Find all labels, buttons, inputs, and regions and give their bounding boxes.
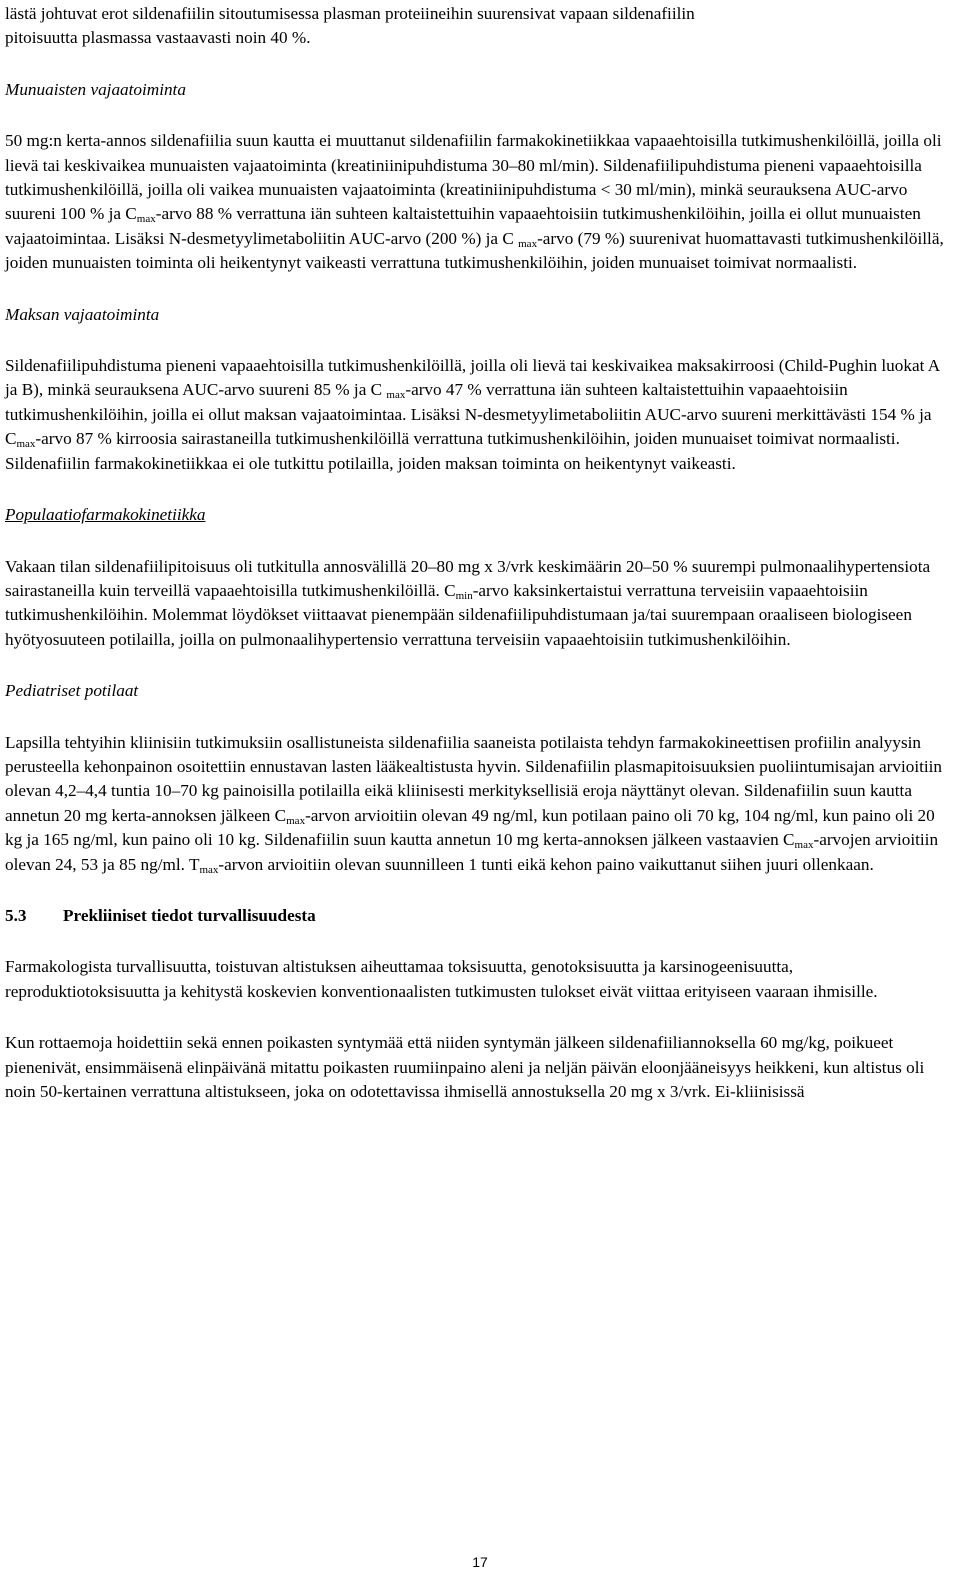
section-title: Prekliiniset tiedot turvallisuudesta bbox=[63, 905, 316, 925]
intro-paragraph bbox=[5, 2, 950, 51]
section-heading-5-3 bbox=[5, 904, 950, 928]
renal-paragraph: 50 mg:n kerta-annos sildenafiilia suun kautta ei muuttanut sildenafiilin farmakokinetiikkaa vapaaehtoisilla tutkimushenkilöillä, joilla oli lievä tai keskivaikea munuaisten vajaatoiminta (kreatiniinipuhdistuma 30–80 ml/min). Sildenafiilipuhdistuma pieneni vapaaehtoisilla tutkimushenkilöillä, joilla oli vaikea munuaisten vajaatoiminta (kreatiniinipuhdistuma < 30 ml/min), minkä seurauksena AUC-arvo suureni 100 % ja $C_{max}$-arvo 88 % verrattuna iän suhteen kaltaistettuihin vapaaehtoisiin tutkimushenkilöihin, joilla ei ollut munuaisten vajaatoimintaa. Lisäksi N-desmetyylimetaboliitin AUC-arvo (200 %) ja C $_{max}$-arvo (79 %) suurenivat huomattavasti tutkimushenkilöillä, joiden munuaisten toiminta oli heikentynyt vaikeasti verrattuna tutkimushenkilöihin, joiden munuaiset toimivat normaalisti. bbox=[5, 131, 944, 273]
pediatric-paragraph: Lapsilla tehtyihin kliinisiin tutkimuksiin osallistuneista sildenafiilia saaneista potilaista tehdyn farmakokineettisen profiilin analyysin perusteella kehonpainon osoitettiin ennustavan lasten lääkealtistusta hyvin. Sildenafiilin plasmapitoisuuksien puoliintumisajan arvioitiin olevan 4,2–4,4 tuntia 10–70 kg painoisilla potilailla eikä kliinisesti merkityksellisiä eroja näyttänyt olevan. Sildenafiilin suun kautta annetun 20 mg kerta-annoksen jälkeen $C_{max}$-arvon arvioitiin olevan 49 ng/ml, kun potilaan paino oli 70 kg, 104 ng/ml, kun paino oli 20 kg ja 165 ng/ml, kun paino oli 10 kg. Sildenafiilin suun kautta annetun 10 mg kerta-annoksen jälkeen vastaavien $C_{max}$-arvojen arvioitiin olevan 24, 53 ja 85 ng/ml. $T_{max}$-arvon arvioitiin olevan suunnilleen 1 tunti eikä kehon paino vaikuttanut siihen juuri ollenkaan. bbox=[5, 732, 943, 876]
section-number: 5.3 bbox=[5, 905, 27, 925]
preclinical-paragraph-1: Farmakologista turvallisuutta, toistuvan altistuksen aiheuttamaa toksisuutta, genotoksisuutta ja karsinogeenisuutta, reproduktiotoksisuutta ja kehitystä koskevien konventionaalisten tutkimusten tulokset eivät viittaa erityiseen vaaraan ihmisille. bbox=[5, 957, 878, 1001]
intro-line: pitoisuutta plasmassa vastaavasti noin 40 %. bbox=[5, 28, 311, 48]
population-heading: Populaatiofarmakokinetiikka bbox=[5, 505, 206, 525]
preclinical-paragraph-2: Kun rottaemoja hoidettiin sekä ennen poikasten syntymää että niiden syntymän jälkeen sildenafiiliannoksella 60 mg/kg, poikueet pienenivät, ensimmäisenä elinpäivänä mitattu poikasten ruumiinpaino aleni ja neljän päivän eloonjääneisyys heikkeni, kun altistus oli noin 50-kertainen verrattuna altistukseen, joka on odotettavissa ihmisellä annostuksella 20 mg x 3/vrk. Ei-kliinisissä bbox=[5, 1033, 925, 1101]
page-number: 17 bbox=[472, 1554, 488, 1570]
renal-heading: Munuaisten vajaatoiminta bbox=[5, 79, 186, 99]
hepatic-heading: Maksan vajaatoiminta bbox=[5, 304, 160, 324]
hepatic-paragraph: Sildenafiilipuhdistuma pieneni vapaaehtoisilla tutkimushenkilöillä, joilla oli lievä tai keskivaikea maksakirroosi (Child-Pughin luokat A ja B), minkä seurauksena AUC-arvo suureni 85 % ja C $_{max}$-arvo 47 % verrattuna iän suhteen kaltaistettuihin vapaaehtoisiin tutkimushenkilöihin, joilla ei ollut maksan vajaatoimintaa. Lisäksi N-desmetyylimetaboliitin AUC-arvo suureni merkittävästi 154 % ja $C_{max}$-arvo 87 % kirroosia sairastaneilla tutkimushenkilöillä verrattuna tutkimushenkilöihin, joiden munuaiset toimivat normaalisti. Sildenafiilin farmakokinetiikkaa ei ole tutkittu potilailla, joiden maksan toiminta on heikentynyt vaikeasti. bbox=[5, 356, 940, 473]
population-paragraph: Vakaan tilan sildenafiilipitoisuus oli tutkitulla annosvälillä 20–80 mg x 3/vrk keskimäärin 20–50 % suurempi pulmonaalihypertensiota sairastaneilla kuin terveillä vapaaehtoisilla tutkimushenkilöillä. $C_{min}$-arvo kaksinkertaistui verrattuna terveisiin vapaaehtoisiin tutkimushenkilöihin. Molemmat löydökset viittaavat pienempään sildenafiilipuhdistumaan ja/tai suurempaan oraaliseen biologiseen hyötyosuuteen potilailla, joilla on pulmonaalihypertensio verrattuna terveisiin vapaaehtoisiin tutkimushenkilöihin. bbox=[5, 556, 931, 649]
intro-line: lästä johtuvat erot sildenafiilin sitoutumisessa plasman proteiineihin suurensivat vapaan sildenafiilin bbox=[5, 4, 695, 23]
pediatric-heading: Pediatriset potilaat bbox=[5, 681, 139, 701]
document-page bbox=[5, 2, 950, 1104]
